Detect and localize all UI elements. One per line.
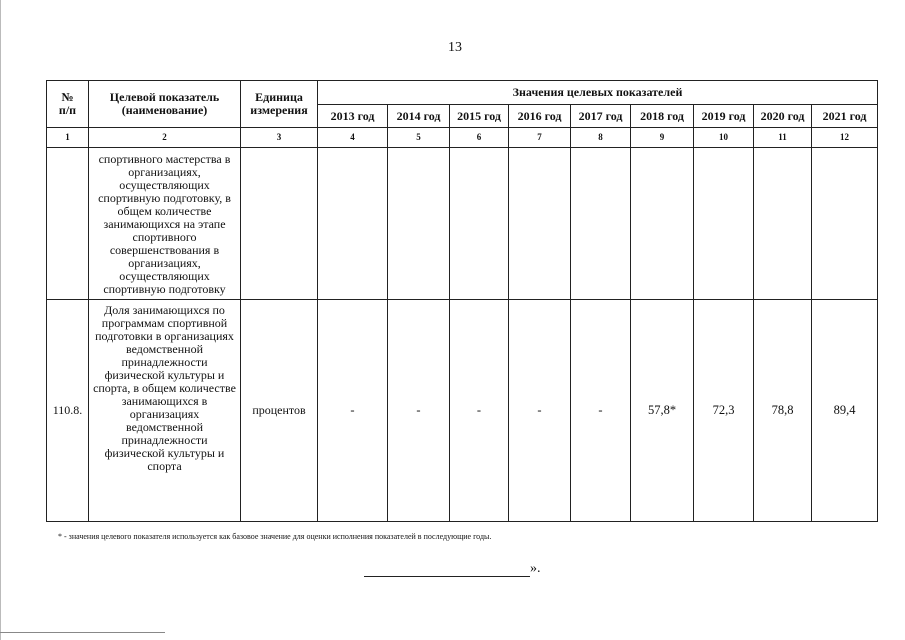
row-num	[47, 148, 89, 300]
header-indicator: Целевой показатель (наименование)	[89, 81, 241, 128]
header-year: 2014 год	[388, 105, 450, 128]
column-number: 2	[89, 128, 241, 148]
column-number: 6	[450, 128, 509, 148]
header-year: 2019 год	[694, 105, 754, 128]
closing-signature-line	[364, 561, 564, 577]
row-value: 72,3	[694, 300, 754, 522]
column-number: 10	[694, 128, 754, 148]
row-value: -	[388, 300, 450, 522]
row-value	[754, 148, 812, 300]
header-year: 2020 год	[754, 105, 812, 128]
row-value	[694, 148, 754, 300]
row-indicator-name: спортивного мастерства в организациях, осуществляющих спортивную подготовку, в общем количестве занимающихся на этапе спортивного совершенствования в организациях, осуществляющих спортивную подготовку	[89, 148, 241, 300]
row-unit: процентов	[241, 300, 318, 522]
row-value	[631, 148, 694, 300]
row-value: 78,8	[754, 300, 812, 522]
header-year: 2015 год	[450, 105, 509, 128]
row-value: 89,4	[812, 300, 878, 522]
header-year: 2016 год	[509, 105, 571, 128]
row-value: 57,8*	[631, 300, 694, 522]
row-unit	[241, 148, 318, 300]
row-value	[812, 148, 878, 300]
row-indicator-name: Доля занимающихся по программам спортивной подготовки в организациях ведомственной принадлежности физической культуры и спорта, в общем количестве занимающихся в организациях ведомственной принадлежности физической культуры и спорта	[89, 300, 241, 522]
row-value	[571, 148, 631, 300]
column-number: 8	[571, 128, 631, 148]
header-num: № п/п	[47, 81, 89, 128]
column-number: 4	[318, 128, 388, 148]
table-row	[47, 300, 878, 522]
row-value: -	[571, 300, 631, 522]
column-number-row	[47, 128, 878, 148]
footnote: * - значения целевого показателя используется как базовое значение для оценки исполнения показателей в последующие годы.	[58, 532, 492, 541]
closing-quote: ».	[530, 561, 541, 576]
column-number: 12	[812, 128, 878, 148]
row-num: 110.8.	[47, 300, 89, 522]
column-number: 7	[509, 128, 571, 148]
column-number: 9	[631, 128, 694, 148]
row-value: -	[450, 300, 509, 522]
row-value: -	[318, 300, 388, 522]
row-value	[509, 148, 571, 300]
header-values: Значения целевых показателей	[318, 81, 878, 105]
row-value	[388, 148, 450, 300]
page-number: 13	[448, 40, 462, 55]
header-year: 2018 год	[631, 105, 694, 128]
column-number: 1	[47, 128, 89, 148]
row-value	[318, 148, 388, 300]
bottom-rule	[0, 632, 165, 633]
header-year: 2013 год	[318, 105, 388, 128]
indicators-table	[46, 80, 878, 522]
column-number: 11	[754, 128, 812, 148]
header-year: 2021 год	[812, 105, 878, 128]
header-year: 2017 год	[571, 105, 631, 128]
header-unit: Единица измерения	[241, 81, 318, 128]
column-number: 5	[388, 128, 450, 148]
table-row	[47, 148, 878, 300]
row-value: -	[509, 300, 571, 522]
column-number: 3	[241, 128, 318, 148]
row-value	[450, 148, 509, 300]
page-margin-line	[0, 0, 1, 640]
blank-line	[364, 562, 530, 577]
